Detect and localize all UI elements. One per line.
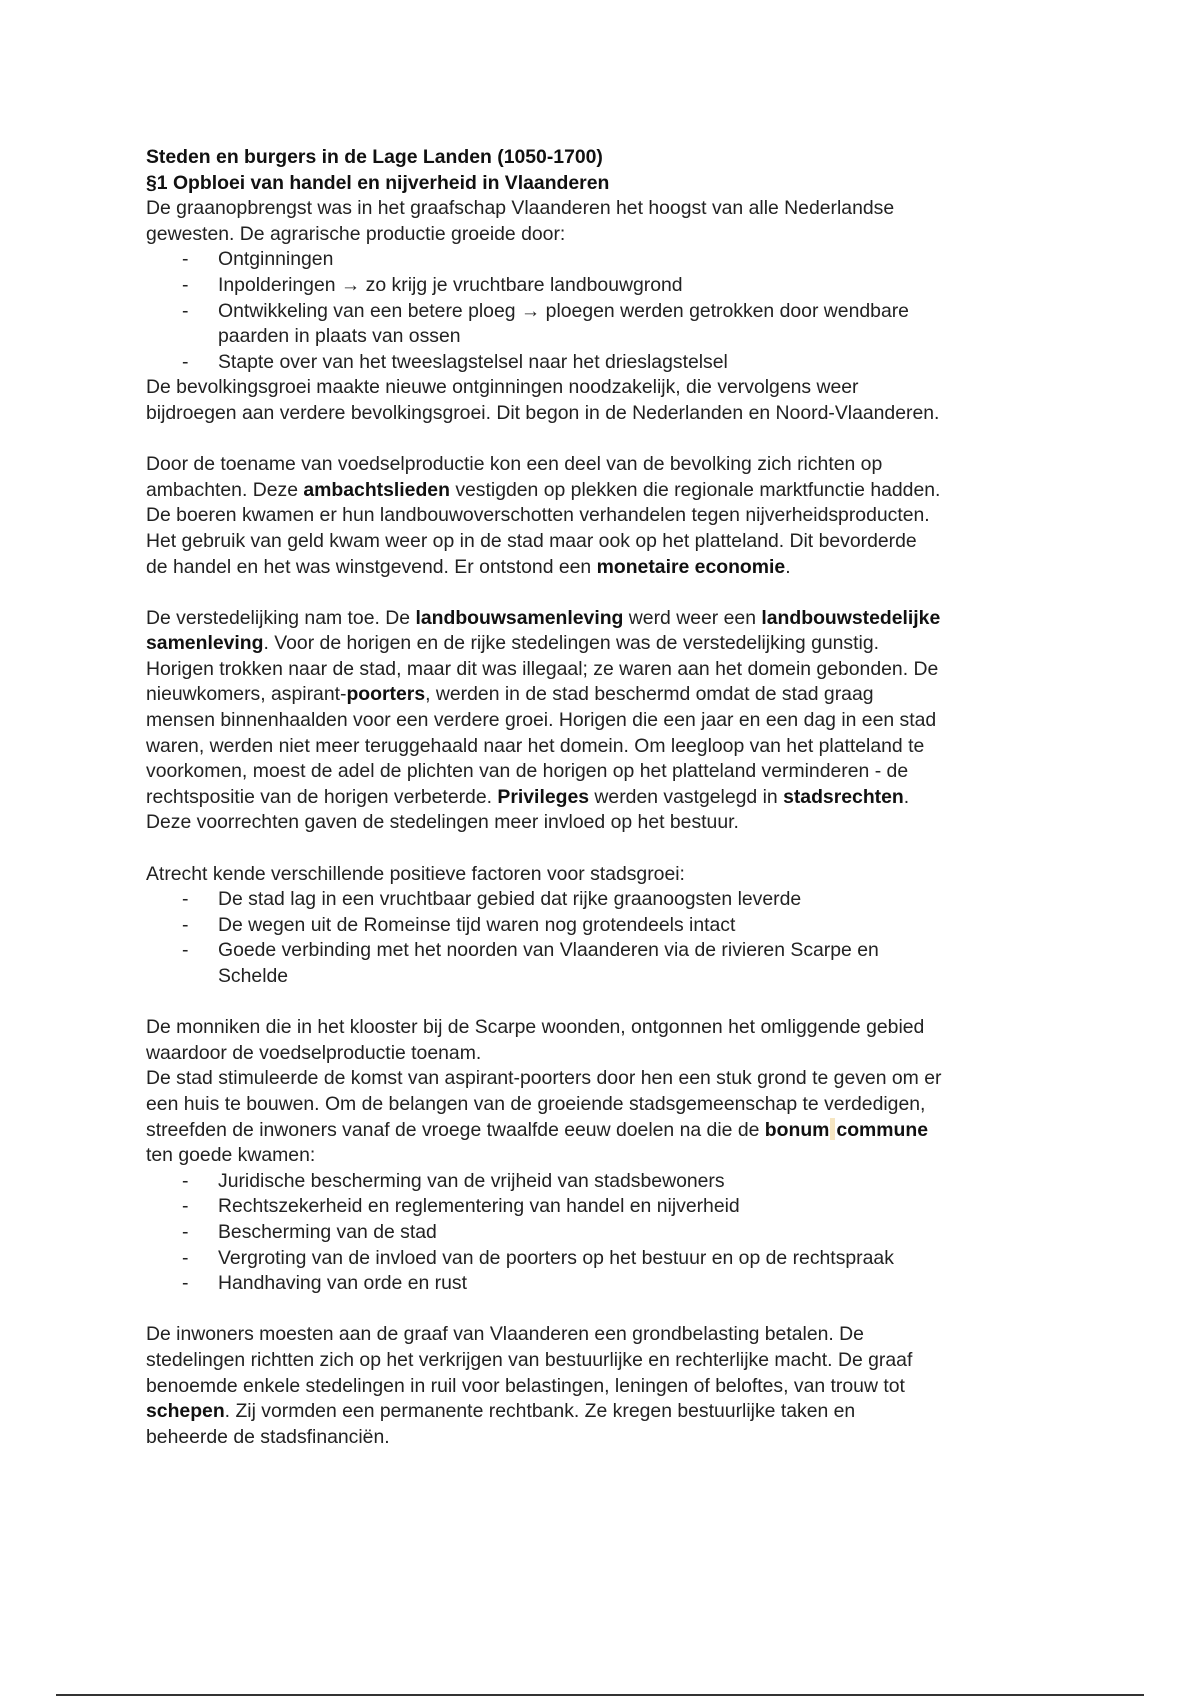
- paragraph-line: benoemde enkele stedelingen in ruil voor belastingen, leningen of beloftes, van trouw tot: [146, 1374, 905, 1397]
- paragraph-line: Door de toename van voedselproductie kon een deel van de bevolking zich richten op: [146, 453, 883, 476]
- paragraph-line: De verstedelijking nam toe. De landbouwsamenleving werd weer een landbouwstedelijke: [146, 606, 941, 629]
- list-item: - Goede verbinding met het noorden van Vlaanderen via de rivieren Scarpe en Schelde: [182, 939, 879, 987]
- list-item: - Vergroting van de invloed van de poorters op het bestuur en op de rechtspraak: [182, 1246, 894, 1269]
- list-item: - Bescherming van de stad: [182, 1220, 437, 1243]
- paragraph-line: bijdroegen aan verdere bevolkingsgroei. Dit begon in de Nederlanden en Noord-Vlaanderen.: [146, 401, 940, 424]
- paragraph-line: schepen. Zij vormden een permanente rechtbank. Ze kregen bestuurlijke taken en: [146, 1400, 856, 1423]
- paragraph-line: gewesten. De agrarische productie groeide door:: [146, 222, 566, 245]
- list-item: - Ontginningen: [182, 248, 334, 271]
- list-item: - Juridische bescherming van de vrijheid van stadsbewoners: [182, 1169, 725, 1192]
- paragraph-line: beheerde de stadsfinanciën.: [146, 1425, 390, 1448]
- list-item: - De stad lag in een vruchtbaar gebied dat rijke graanoogsten leverde: [182, 888, 802, 911]
- paragraph-line: Horigen trokken naar de stad, maar dit was illegaal; ze waren aan het domein gebonden. De: [146, 657, 939, 680]
- paragraph-line: streefden de inwoners vanaf de vroege twaalfde eeuw doelen na die de bonum commune: [146, 1118, 928, 1141]
- document-title: Steden en burgers in de Lage Landen (1050-1700): [146, 146, 603, 168]
- paragraph-line: mensen binnenhaalden voor een verdere groei. Horigen die een jaar en een dag in een stad: [146, 709, 937, 732]
- list-item: - Stapte over van het tweeslagstelsel naar het drieslagstelsel: [182, 350, 728, 373]
- paragraph-line: De stad stimuleerde de komst van aspirant-poorters door hen een stuk grond te geven om er: [146, 1067, 942, 1090]
- paragraph-line: nieuwkomers, aspirant-poorters, werden in de stad beschermd omdat de stad graag: [146, 683, 874, 706]
- paragraph-line: een huis te bouwen. Om de belangen van de groeiende stadsgemeenschap te verdedigen,: [146, 1092, 926, 1115]
- list-item: - Handhaving van orde en rust: [182, 1272, 468, 1295]
- paragraph-line: Atrecht kende verschillende positieve factoren voor stadsgroei:: [146, 862, 685, 885]
- list-item: - Ontwikkeling van een betere ploeg → ploegen werden getrokken door wendbare paarden in plaats van ossen: [182, 299, 909, 348]
- document-page: [146, 145, 1076, 1450]
- paragraph-line: samenleving. Voor de horigen en de rijke stedelingen was de verstedelijking gunstig.: [146, 632, 879, 655]
- paragraph-line: de handel en het was winstgevend. Er ontstond een monetaire economie.: [146, 555, 791, 578]
- paragraph-line: De boeren kwamen er hun landbouwoverschotten verhandelen tegen nijverheidsproducten.: [146, 504, 930, 527]
- paragraph-line: Het gebruik van geld kwam weer op in de stad maar ook op het platteland. Dit bevorderde: [146, 529, 917, 552]
- list-item: - De wegen uit de Romeinse tijd waren nog grotendeels intact: [182, 913, 736, 936]
- paragraph-line: Deze voorrechten gaven de stedelingen meer invloed op het bestuur.: [146, 811, 739, 834]
- paragraph-line: De bevolkingsgroei maakte nieuwe ontginningen noodzakelijk, die vervolgens weer: [146, 376, 859, 399]
- paragraph-line: De graanopbrengst was in het graafschap Vlaanderen het hoogst van alle Nederlandse: [146, 197, 895, 220]
- paragraph-line: waren, werden niet meer teruggehaald naar het domein. Om leegloop van het platteland te: [146, 734, 925, 757]
- text-cursor-highlight: [830, 1118, 835, 1140]
- paragraph-line: De inwoners moesten aan de graaf van Vlaanderen een grondbelasting betalen. De: [146, 1323, 864, 1346]
- paragraph-line: stedelingen richtten zich op het verkrijgen van bestuurlijke en rechterlijke macht. De graaf: [146, 1348, 913, 1371]
- list-item: - Inpolderingen → zo krijg je vruchtbare landbouwgrond: [182, 273, 683, 296]
- paragraph-line: ambachten. Deze ambachtslieden vestigden op plekken die regionale marktfunctie hadden.: [146, 478, 941, 501]
- list-item: - Rechtszekerheid en reglementering van handel en nijverheid: [182, 1195, 740, 1218]
- footer-divider: [56, 1694, 1144, 1696]
- paragraph-line: rechtspositie van de horigen verbeterde. Privileges werden vastgelegd in stadsrechten.: [146, 785, 910, 808]
- paragraph-line: waardoor de voedselproductie toenam.: [146, 1041, 482, 1064]
- paragraph-line: De monniken die in het klooster bij de Scarpe woonden, ontgonnen het omliggende gebied: [146, 1016, 925, 1039]
- paragraph-line: ten goede kwamen:: [146, 1144, 316, 1167]
- paragraph-line: voorkomen, moest de adel de plichten van de horigen op het platteland verminderen - de: [146, 760, 909, 783]
- section-heading: §1 Opbloei van handel en nijverheid in Vlaanderen: [146, 171, 610, 194]
